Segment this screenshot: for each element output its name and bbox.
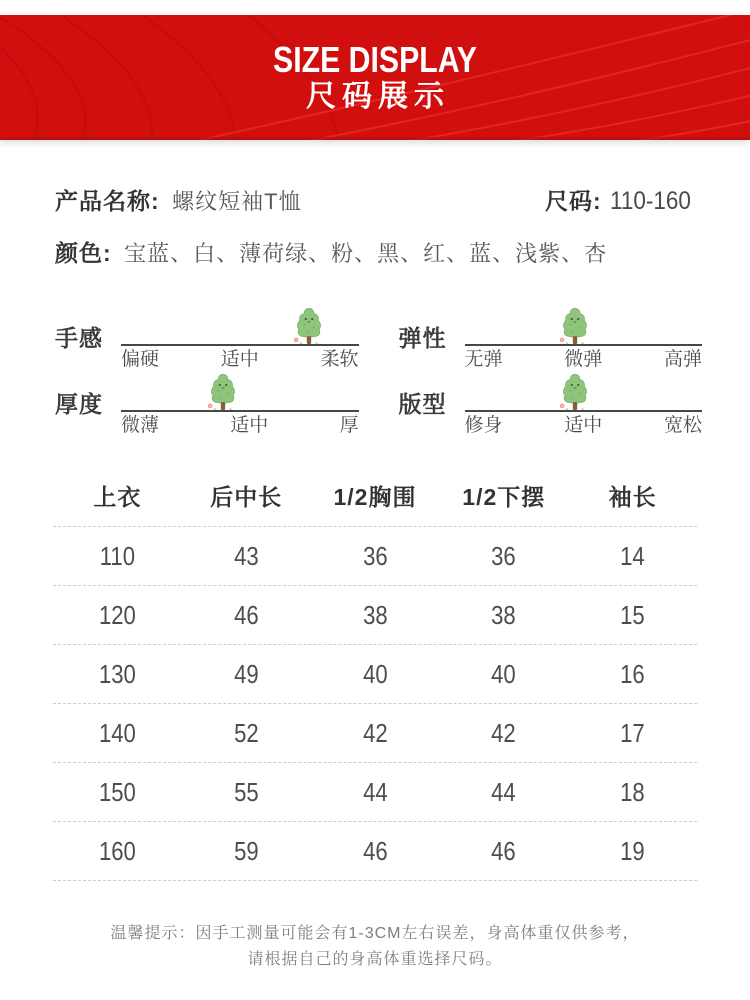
- attribute-scales: [55, 306, 702, 438]
- scale-hand-feel-label: 手感: [55, 325, 103, 351]
- tick-label: 适中: [220, 349, 259, 370]
- table-cell: 18: [620, 777, 645, 807]
- table-cell: 46: [491, 836, 517, 866]
- table-cell: 36: [491, 541, 517, 571]
- scale-elasticity: [399, 306, 703, 372]
- table-cell: 46: [362, 836, 388, 866]
- scale-elasticity-ticks: [465, 348, 703, 372]
- column-header: 袖长: [608, 484, 657, 510]
- table-cell: 130: [98, 659, 136, 689]
- product-color-label: 颜色:: [55, 240, 112, 266]
- table-cell: 40: [362, 659, 388, 689]
- scale-fit-ticks: [465, 414, 703, 438]
- table-cell: 42: [491, 718, 517, 748]
- table-cell: 38: [362, 600, 388, 630]
- table-cell: 14: [620, 541, 645, 571]
- product-color-value: 宝蓝、白、薄荷绿、粉、黑、红、蓝、浅紫、杏: [124, 241, 608, 266]
- tick-label: 高弹: [663, 349, 702, 370]
- tick-label: 厚: [339, 415, 359, 436]
- scale-thickness-label: 厚度: [55, 391, 103, 417]
- scale-fit: [399, 372, 703, 438]
- product-name-row: [55, 186, 700, 220]
- product-color-pair: [55, 238, 607, 272]
- table-row: [53, 645, 697, 704]
- tick-label: 宽松: [663, 415, 702, 436]
- table-row: [53, 822, 697, 881]
- tree-marker-icon: [292, 307, 326, 345]
- tick-label: 柔软: [320, 349, 359, 370]
- table-cell: 17: [620, 718, 645, 748]
- scale-thickness-ticks: [121, 414, 359, 438]
- table-cell: 16: [620, 659, 645, 689]
- scale-elasticity-track: [465, 306, 703, 372]
- table-cell: 15: [620, 600, 645, 630]
- banner-title-zh: 尺码展示: [306, 80, 450, 113]
- product-name-value: 螺纹短袖T恤: [172, 189, 302, 214]
- table-cell: 49: [233, 659, 259, 689]
- table-cell: 19: [620, 836, 645, 866]
- table-cell: 40: [491, 659, 517, 689]
- size-range-label: 尺码:: [544, 188, 602, 214]
- scale-hand-feel-track: [121, 306, 359, 372]
- table-cell: 120: [98, 600, 136, 630]
- product-color-row: [55, 238, 700, 272]
- table-cell: 55: [233, 777, 259, 807]
- footer-note-line1: 温馨提示：因手工测量可能会有1-3CM左右误差，身高体重仅供参考，: [110, 925, 640, 942]
- table-cell: 160: [98, 836, 136, 866]
- tick-label: 偏硬: [121, 349, 160, 370]
- size-table: [53, 474, 697, 881]
- scale-hand-feel: [55, 306, 359, 372]
- product-name-label: 产品名称:: [55, 188, 160, 214]
- tree-marker-icon: [558, 307, 592, 345]
- column-header: 1/2下摆: [462, 484, 546, 510]
- size-display-page: [0, 15, 750, 1000]
- column-header: 后中长: [210, 484, 283, 510]
- size-range-pair: [545, 186, 700, 220]
- table-row: [53, 704, 697, 763]
- footer-note: [0, 921, 750, 973]
- table-row: [53, 527, 697, 586]
- scale-fit-track: [465, 372, 703, 438]
- tick-label: 适中: [564, 415, 603, 436]
- table-cell: 43: [233, 541, 259, 571]
- scale-thickness-track: [121, 372, 359, 438]
- scale-elasticity-label: 弹性: [398, 325, 447, 351]
- product-name-pair: [55, 186, 302, 220]
- tick-label: 适中: [230, 415, 269, 436]
- scale-thickness: [55, 372, 359, 438]
- tick-label: 修身: [464, 415, 503, 436]
- footer-note-line2: 请根据自己的身高体重选择尺码。: [247, 951, 503, 968]
- table-cell: 42: [362, 718, 388, 748]
- table-row: [53, 586, 697, 645]
- table-cell: 44: [491, 777, 517, 807]
- table-cell: 150: [98, 777, 136, 807]
- table-row: [53, 763, 697, 822]
- table-cell: 38: [491, 600, 517, 630]
- scale-hand-feel-ticks: [121, 348, 359, 372]
- tree-marker-icon: [558, 373, 592, 411]
- column-header: 1/2胸围: [333, 484, 417, 510]
- header-banner: [0, 15, 750, 140]
- tick-label: 微弹: [564, 349, 603, 370]
- table-cell: 140: [98, 718, 136, 748]
- table-cell: 46: [233, 600, 259, 630]
- table-cell: 36: [362, 541, 388, 571]
- table-cell: 110: [99, 541, 136, 571]
- table-cell: 59: [233, 836, 259, 866]
- table-cell: 44: [362, 777, 388, 807]
- tree-marker-icon: [206, 373, 240, 411]
- banner-title-en: SIZE DISPLAY: [273, 39, 477, 80]
- tick-label: 微薄: [121, 415, 160, 436]
- table-header-row: [53, 474, 697, 527]
- column-header: 上衣: [93, 484, 142, 510]
- size-range-value: 110-160: [610, 187, 692, 215]
- scale-fit-label: 版型: [398, 391, 447, 417]
- table-cell: 52: [233, 718, 259, 748]
- tick-label: 无弹: [464, 349, 503, 370]
- product-info-section: [55, 186, 700, 272]
